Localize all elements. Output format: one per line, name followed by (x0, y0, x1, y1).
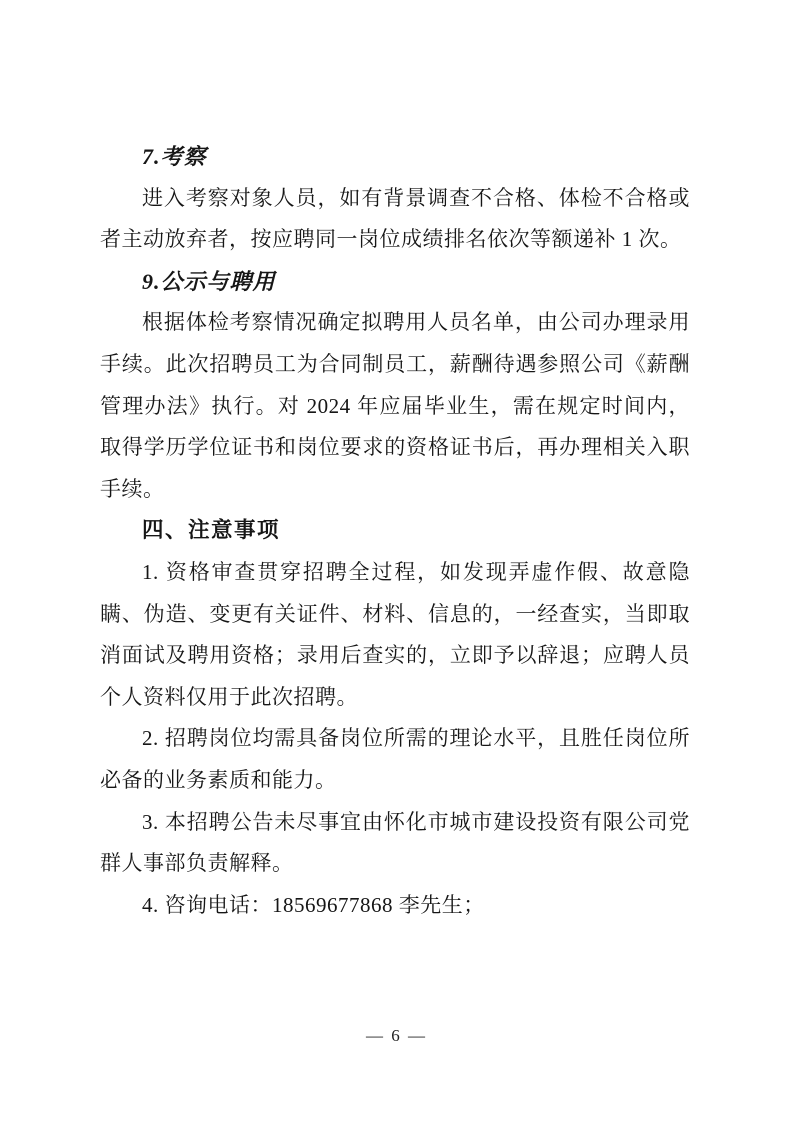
section-heading-9-publicity-employment: 9.公示与聘用 (142, 268, 276, 294)
paragraph-line: 手续。此次招聘员工为合同制员工，薪酬待遇参照公司《薪酬 (100, 351, 690, 376)
paragraph-line: 3. 本招聘公告未尽事宜由怀化市城市建设投资有限公司党 (142, 809, 690, 834)
paragraph-line: 取得学历学位证书和岗位要求的资格证书后，再办理相关入职 (100, 435, 690, 460)
paragraph-line: 管理办法》执行。对 2024 年应届毕业生，需在规定时间内， (100, 393, 690, 418)
paragraph-line: 根据体检考察情况确定拟聘用人员名单，由公司办理录用 (142, 310, 690, 335)
paragraph-line: 进入考察对象人员，如有背景调查不合格、体检不合格或 (142, 185, 690, 210)
paragraph-line: 群人事部负责解释。 (100, 851, 294, 876)
paragraph-line: 个人资料仅用于此次招聘。 (100, 684, 358, 709)
paragraph-line: 手续。 (100, 476, 165, 501)
footer-page-number: — 6 — (366, 1026, 427, 1045)
paragraph-line-contact-phone: 4. 咨询电话：18569677868 李先生； (142, 892, 485, 917)
document-body (100, 136, 690, 926)
paragraph-line: 必备的业务素质和能力。 (100, 767, 337, 792)
paragraph-line: 瞒、伪造、变更有关证件、材料、信息的，一经查实，当即取 (100, 601, 690, 626)
section-heading-4-notes: 四、注意事项 (142, 518, 281, 543)
paragraph-line: 者主动放弃者，按应聘同一岗位成绩排名依次等额递补 1 次。 (100, 227, 682, 252)
paragraph-line: 2. 招聘岗位均需具备岗位所需的理论水平，且胜任岗位所 (142, 726, 690, 751)
paragraph-line: 1. 资格审查贯穿招聘全过程，如发现弄虚作假、故意隐 (142, 559, 690, 584)
section-heading-7-inspection: 7.考察 (142, 144, 207, 169)
paragraph-line: 消面试及聘用资格；录用后查实的，立即予以辞退；应聘人员 (100, 643, 690, 668)
